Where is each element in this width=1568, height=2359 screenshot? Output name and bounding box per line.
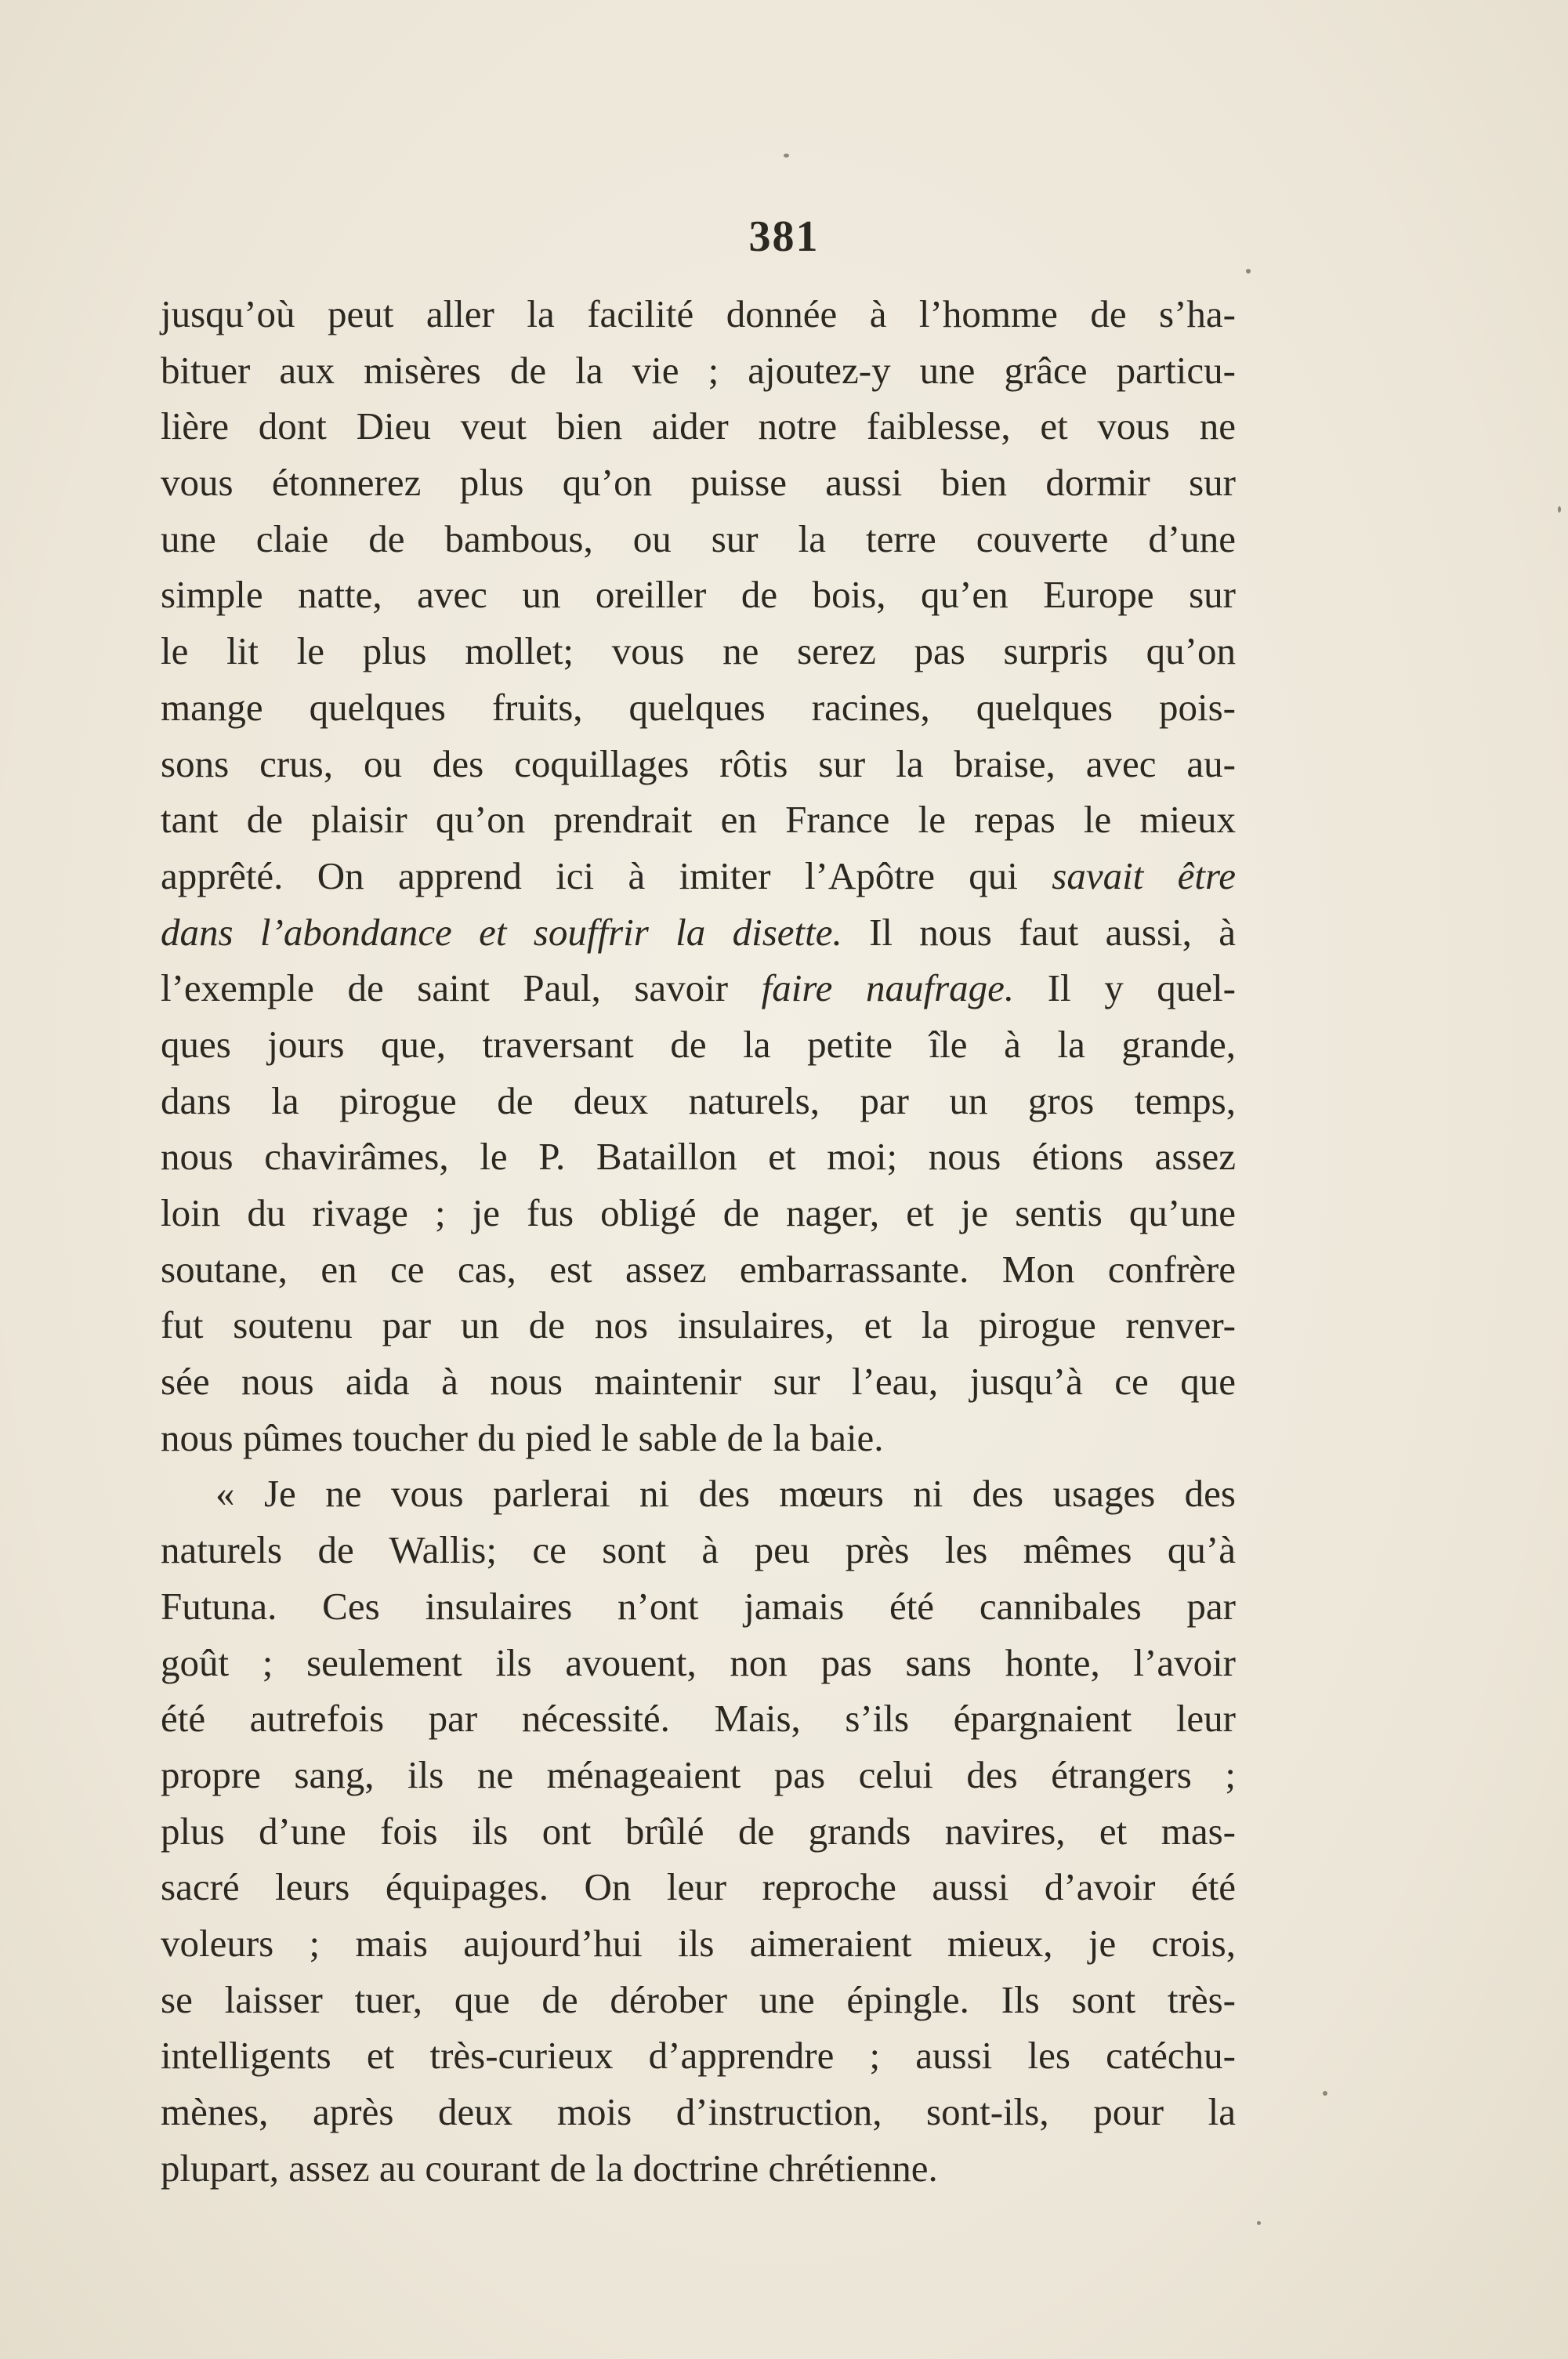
body-text <box>161 286 1236 2196</box>
text-line: goût ; seulement ils avouent, non pas sans honte, l’avoir <box>161 1640 1236 1684</box>
paper-speck <box>1246 269 1251 274</box>
text-line: propre sang, ils ne ménageaient pas celui des étrangers ; <box>161 1752 1236 1796</box>
paper-speck <box>1323 2091 1327 2096</box>
text-line: plus d’une fois ils ont brûlé de grands navires, et mas- <box>161 1809 1236 1853</box>
text-line: fut soutenu par un de nos insulaires, et la pirogue renver- <box>161 1303 1236 1347</box>
text-line: nous pûmes toucher du pied le sable de la baie. <box>161 1415 884 1459</box>
italic-quote: savait être <box>1052 853 1237 897</box>
text-line: sée nous aida à nous maintenir sur l’eau, jusqu’à ce que <box>161 1360 1236 1404</box>
page-number: 381 <box>748 212 820 261</box>
text-line: tant de plaisir qu’on prendrait en France le repas le mieux <box>161 798 1236 842</box>
text-line: voleurs ; mais aujourd’hui ils aimeraient mieux, je crois, <box>161 1921 1236 1965</box>
text-line: ques jours que, traversant de la petite île à la grande, <box>161 1022 1236 1066</box>
text-line: une claie de bambous, ou sur la terre couverte d’une <box>161 516 1236 560</box>
text-line: naturels de Wallis; ce sont à peu près les mêmes qu’à <box>161 1528 1236 1572</box>
text-line: vous étonnerez plus qu’on puisse aussi bien dormir sur <box>161 461 1236 505</box>
text-line: dans l’abondance et souffrir la disette. Il nous faut aussi, à <box>161 910 1236 954</box>
text-line: loin du rivage ; je fus obligé de nager, et je sentis qu’une <box>161 1191 1236 1234</box>
text-line: jusqu’où peut aller la facilité donnée à l’homme de s’ha- <box>161 292 1236 335</box>
text-line: mange quelques fruits, quelques racines, quelques pois- <box>161 685 1236 729</box>
text-line: intelligents et très-curieux d’apprendre ; aussi les catéchu- <box>161 2034 1236 2078</box>
text-line: bituer aux misères de la vie ; ajoutez-y une grâce particu- <box>161 348 1236 392</box>
text-line: se laisser tuer, que de dérober une épingle. Ils sont très- <box>161 1977 1236 2021</box>
text-line: le lit le plus mollet; vous ne serez pas surpris qu’on <box>161 629 1236 673</box>
paragraph-start-line: « Je ne vous parlerai ni des mœurs ni des usages des <box>215 1472 1236 1516</box>
italic-quote: faire naufrage. <box>761 966 1015 1010</box>
text-line: lière dont Dieu veut bien aider notre faiblesse, et vous ne <box>161 404 1236 448</box>
text-line: plupart, assez au courant de la doctrine chrétienne. <box>161 2146 938 2190</box>
text-line: simple natte, avec un oreiller de bois, qu’en Europe sur <box>161 573 1236 617</box>
text-line: apprêté. On apprend ici à imiter l’Apôtre qui savait être <box>161 853 1237 897</box>
text-line: Futuna. Ces insulaires n’ont jamais été cannibales par <box>161 1584 1236 1628</box>
italic-quote: dans l’abondance et souffrir la disette. <box>161 910 842 954</box>
text-line: nous chavirâmes, le P. Bataillon et moi; nous étions assez <box>161 1135 1236 1179</box>
text-line: sacré leurs équipages. On leur reproche aussi d’avoir été <box>161 1865 1236 1909</box>
text-line: l’exemple de saint Paul, savoir faire naufrage. Il y quel- <box>161 966 1236 1010</box>
text-line: mènes, après deux mois d’instruction, sont-ils, pour la <box>161 2090 1236 2133</box>
text-line: soutane, en ce cas, est assez embarrassante. Mon confrère <box>161 1247 1236 1291</box>
paper-speck <box>1558 506 1561 513</box>
text-line: été autrefois par nécessité. Mais, s’ils épargnaient leur <box>161 1697 1236 1741</box>
text-line: sons crus, ou des coquillages rôtis sur la braise, avec au- <box>161 741 1236 785</box>
paper-speck <box>784 154 789 158</box>
text-line: dans la pirogue de deux naturels, par un gros temps, <box>161 1078 1236 1122</box>
paper-speck <box>1257 2221 1261 2225</box>
